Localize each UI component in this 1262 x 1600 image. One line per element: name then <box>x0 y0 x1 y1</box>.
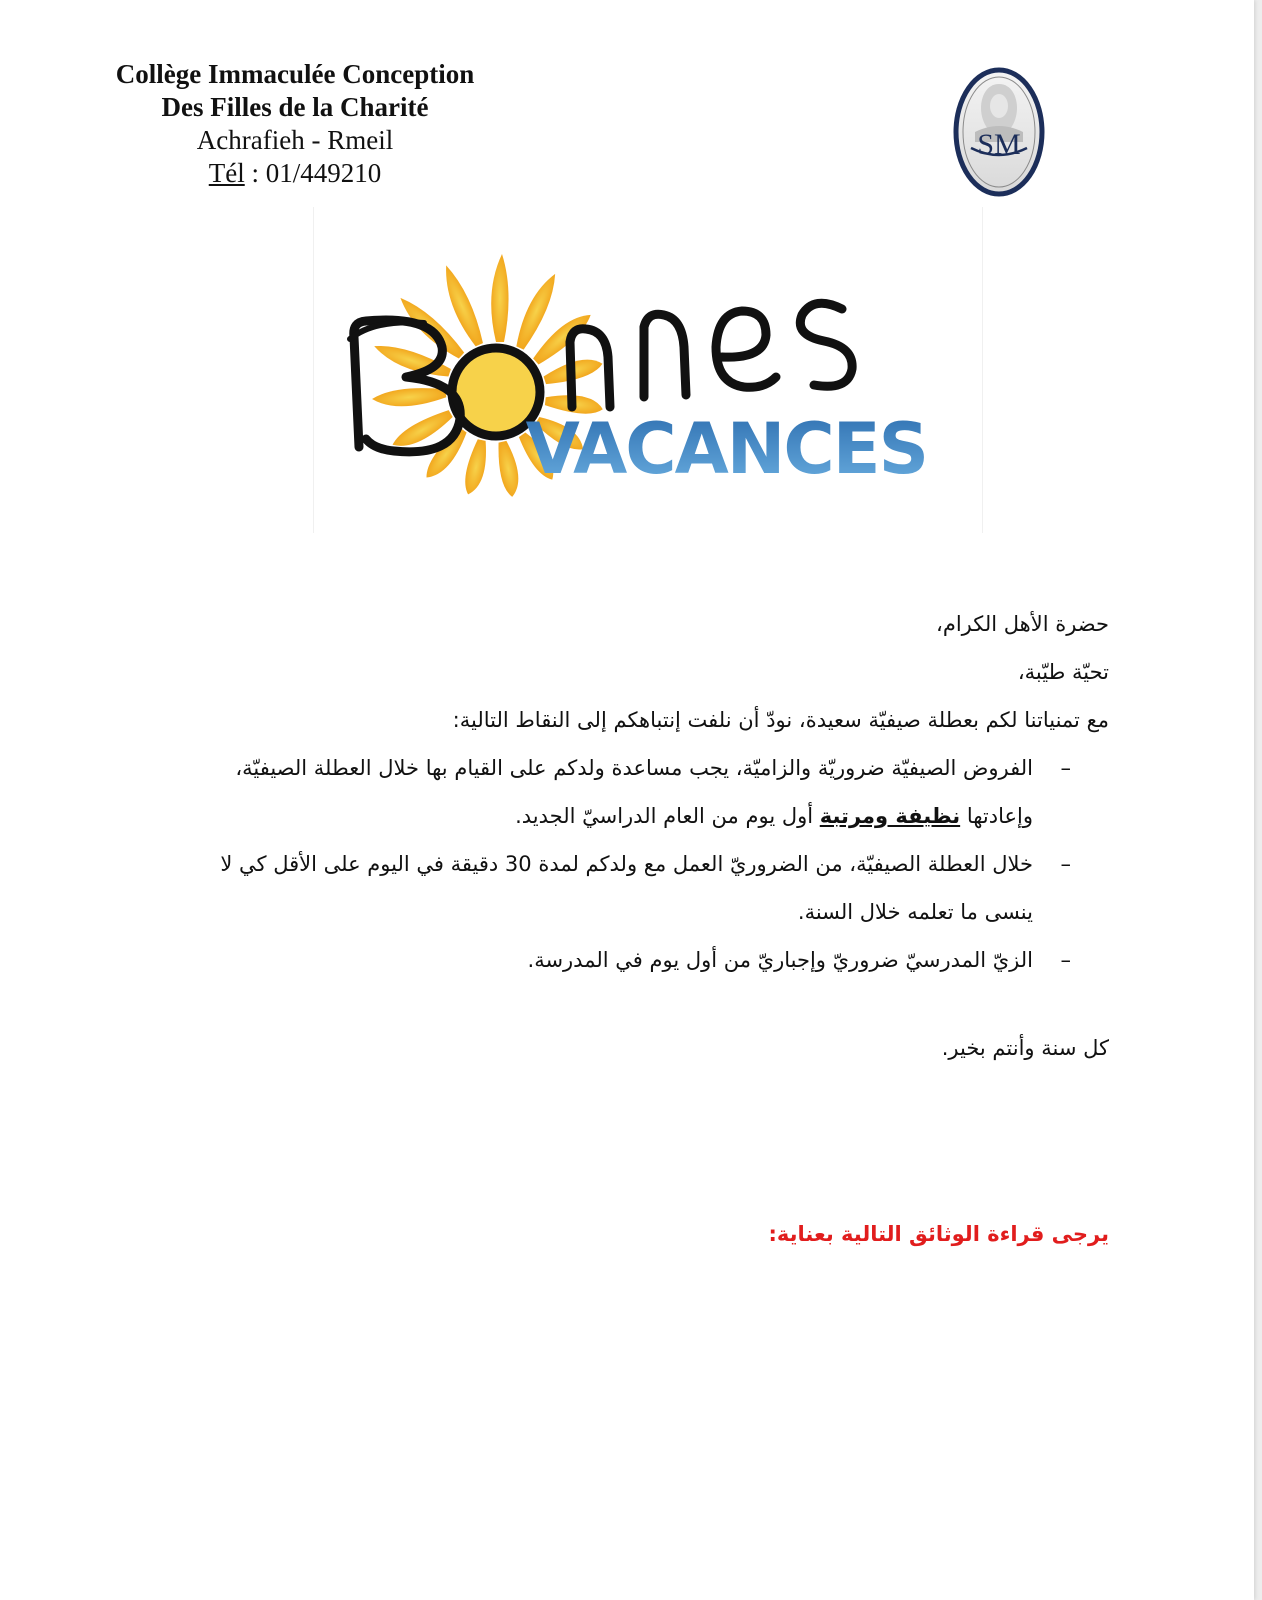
read-documents-notice: يرجى قراءة الوثائق التالية بعناية: <box>768 1222 1109 1246</box>
school-name: Collège Immaculée Conception <box>115 59 475 89</box>
intro-paragraph: مع تمنياتنا لكم بعطلة صيفيّة سعيدة، نودّ أن نلفت إنتباهكم إلى النقاط التالية: <box>452 708 1109 732</box>
bullet-1-line-2-start: وإعادتها <box>960 804 1033 828</box>
phone-number: : 01/449210 <box>244 158 382 188</box>
list-item <box>149 840 1109 936</box>
list-dash: – <box>1060 756 1071 780</box>
phone-label: Tél <box>208 158 245 188</box>
list-dash: – <box>1060 852 1071 876</box>
bonnes-tail-letters <box>570 303 852 407</box>
salutation: حضرة الأهل الكرام، <box>936 612 1109 636</box>
letter-body <box>149 600 1109 984</box>
list-item <box>149 936 1109 984</box>
bullet-3-line-1: الزيّ المدرسيّ ضروريّ وإجباريّ من أول يوم في المدرسة. <box>527 948 1033 972</box>
school-phone <box>95 157 495 190</box>
greeting: تحيّة طيّبة، <box>1017 660 1109 684</box>
seal-letters: SM <box>977 128 1021 161</box>
school-location: Achrafieh - Rmeil <box>196 125 394 155</box>
letterhead <box>95 58 495 190</box>
bullet-2-line-1: خلال العطلة الصيفيّة، من الضروريّ العمل مع ولدكم لمدة 30 دقيقة في اليوم على الأقل كي لا <box>220 852 1033 876</box>
congregation-name: Des Filles de la Charité <box>161 92 429 122</box>
emphasis-clean-tidy: نظيفة ومرتبة <box>819 804 961 828</box>
school-seal-logo <box>953 66 1045 198</box>
bonnes-vacances-banner <box>313 207 983 533</box>
list-dash: – <box>1060 948 1071 972</box>
vacances-word: VACANCES <box>525 408 927 490</box>
bullet-1-line-2-end: أول يوم من العام الدراسيّ الجديد. <box>515 804 820 828</box>
list-item <box>149 744 1109 840</box>
bullet-1-line-1: الفروض الصيفيّة ضروريّة والزاميّة، يجب مساعدة ولدكم على القيام بها خلال العطلة الصيفيّة، <box>235 756 1033 780</box>
bullet-1-line-2 <box>149 792 1033 840</box>
bullet-2-line-2: ينسى ما تعلمه خلال السنة. <box>797 900 1033 924</box>
closing-wishes: كل سنة وأنتم بخير. <box>941 1036 1109 1060</box>
points-list <box>149 744 1109 984</box>
